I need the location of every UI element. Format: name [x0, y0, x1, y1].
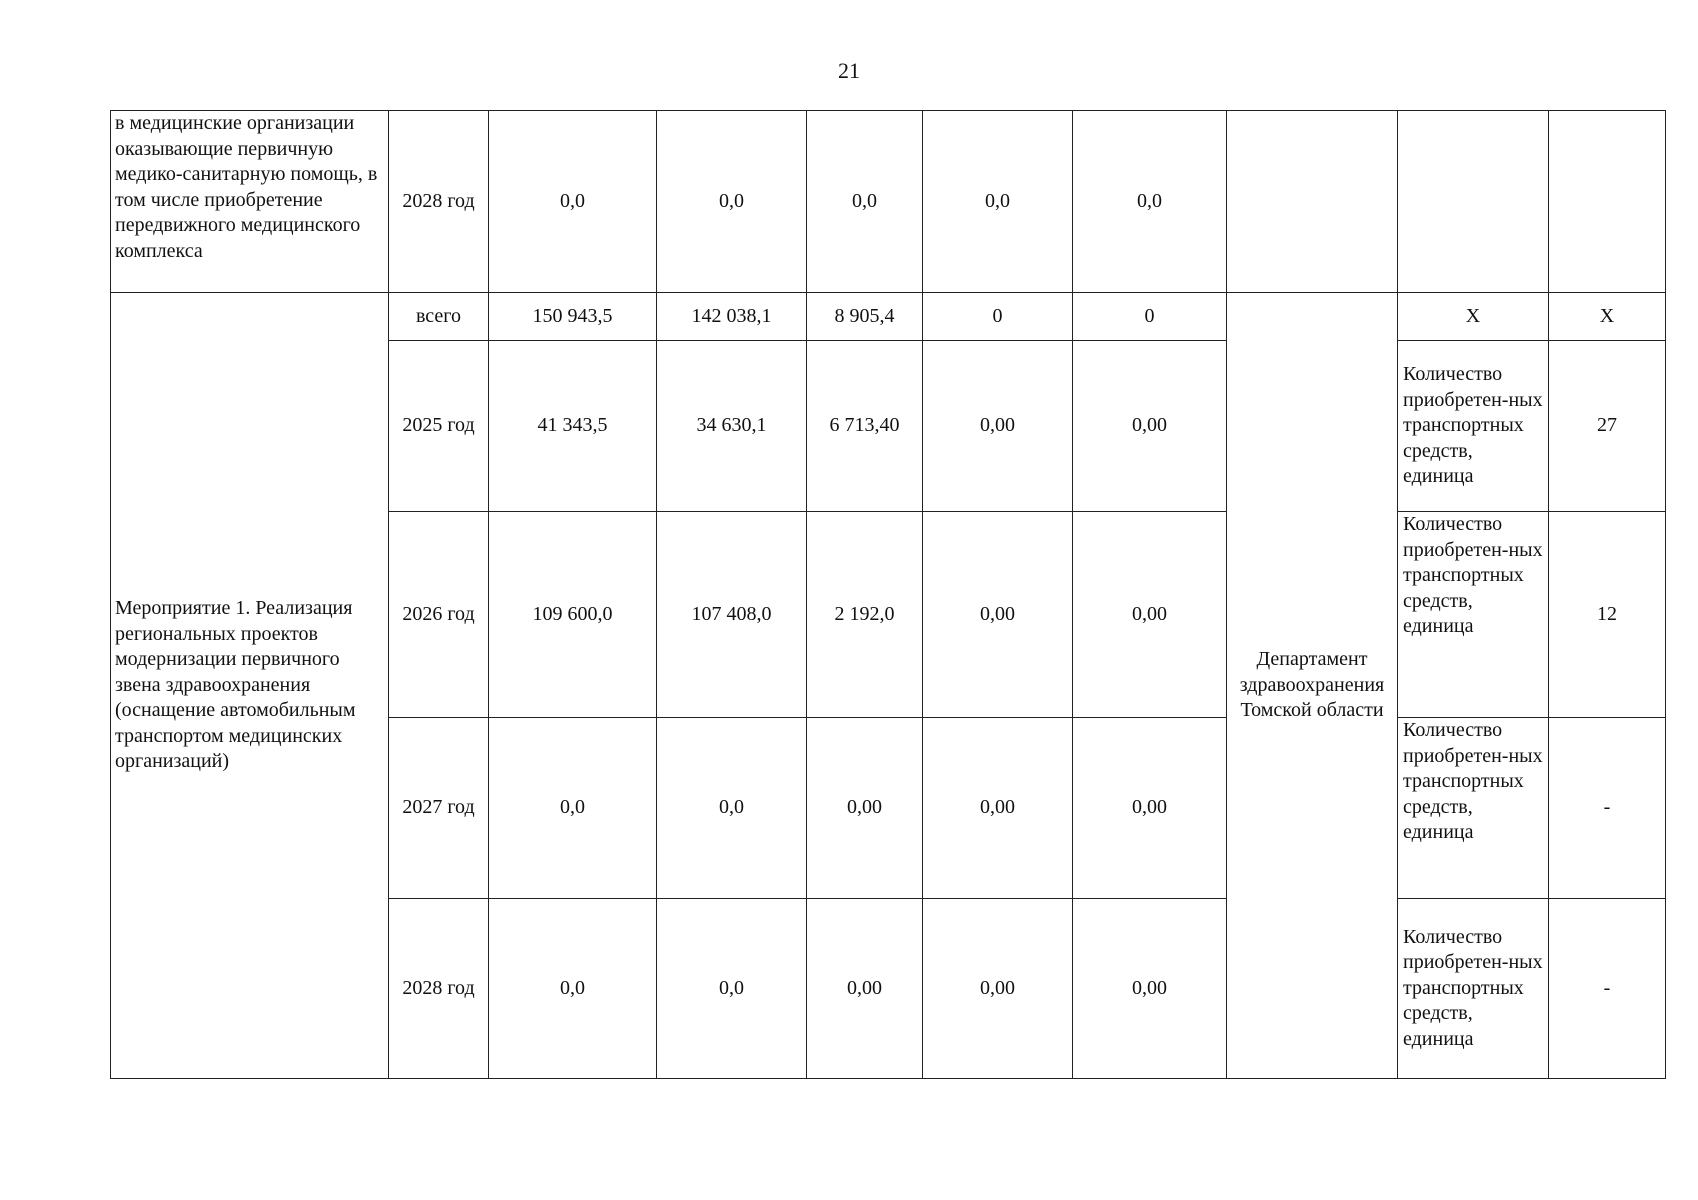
indicator-value-cell: - — [1549, 899, 1666, 1079]
value-cell: 0,0 — [923, 111, 1073, 293]
period-cell: 2028 год — [389, 899, 489, 1079]
value-cell: 0,00 — [923, 899, 1073, 1079]
value-cell: 0,0 — [489, 111, 657, 293]
table-row — [111, 293, 1666, 341]
indicator-cell — [1398, 111, 1549, 293]
value-cell: 41 343,5 — [489, 341, 657, 512]
indicator-cell: Количество приобретен-ных транспортных средств, единица — [1398, 512, 1549, 718]
period-cell: всего — [389, 293, 489, 341]
indicator-value-cell: 27 — [1549, 341, 1666, 512]
value-cell: 109 600,0 — [489, 512, 657, 718]
table-row — [111, 111, 1666, 293]
value-cell: 0,00 — [1073, 899, 1227, 1079]
period-cell: 2027 год — [389, 718, 489, 899]
value-cell: 0,0 — [489, 899, 657, 1079]
indicator-value-cell: 12 — [1549, 512, 1666, 718]
value-cell: 150 943,5 — [489, 293, 657, 341]
value-cell: 2 192,0 — [807, 512, 923, 718]
value-cell: 34 630,1 — [657, 341, 807, 512]
value-cell: 107 408,0 — [657, 512, 807, 718]
value-cell: 0,0 — [807, 111, 923, 293]
indicator-value-cell: - — [1549, 718, 1666, 899]
value-cell: 0,00 — [923, 718, 1073, 899]
value-cell: 8 905,4 — [807, 293, 923, 341]
period-cell: 2025 год — [389, 341, 489, 512]
value-cell: 0 — [1073, 293, 1227, 341]
executor-cell: Департамент здравоохранения Томской области — [1227, 293, 1398, 1079]
value-cell: 0,00 — [1073, 341, 1227, 512]
page-number: 21 — [838, 58, 860, 83]
value-cell: 0,00 — [923, 341, 1073, 512]
measure-description: Мероприятие 1. Реализация региональных проектов модернизации первичного звена здравоохранения (оснащение автомобильным транспортом медицинских организаций) — [111, 293, 389, 1079]
budget-table — [110, 110, 1666, 1079]
value-cell: 0,00 — [923, 512, 1073, 718]
indicator-cell: Количество приобретен-ных транспортных средств, единица — [1398, 341, 1549, 512]
value-cell: 0,0 — [657, 718, 807, 899]
value-cell: 0,0 — [657, 111, 807, 293]
value-cell: 0,00 — [807, 899, 923, 1079]
indicator-value-cell: X — [1549, 293, 1666, 341]
value-cell: 0,0 — [1073, 111, 1227, 293]
value-cell: 0,0 — [657, 899, 807, 1079]
indicator-cell: Количество приобретен-ных транспортных средств, единица — [1398, 718, 1549, 899]
value-cell: 0 — [923, 293, 1073, 341]
indicator-cell: X — [1398, 293, 1549, 341]
value-cell: 6 713,40 — [807, 341, 923, 512]
value-cell: 142 038,1 — [657, 293, 807, 341]
period-cell: 2028 год — [389, 111, 489, 293]
value-cell: 0,00 — [807, 718, 923, 899]
value-cell: 0,00 — [1073, 718, 1227, 899]
value-cell: 0,0 — [489, 718, 657, 899]
executor-cell — [1227, 111, 1398, 293]
continuation-description: в медицинские организации оказывающие первичную медико-санитарную помощь, в том числе приобретение передвижного медицинского комплекса — [111, 111, 389, 293]
indicator-value-cell — [1549, 111, 1666, 293]
value-cell: 0,00 — [1073, 512, 1227, 718]
period-cell: 2026 год — [389, 512, 489, 718]
indicator-cell: Количество приобретен-ных транспортных средств, единица — [1398, 899, 1549, 1079]
